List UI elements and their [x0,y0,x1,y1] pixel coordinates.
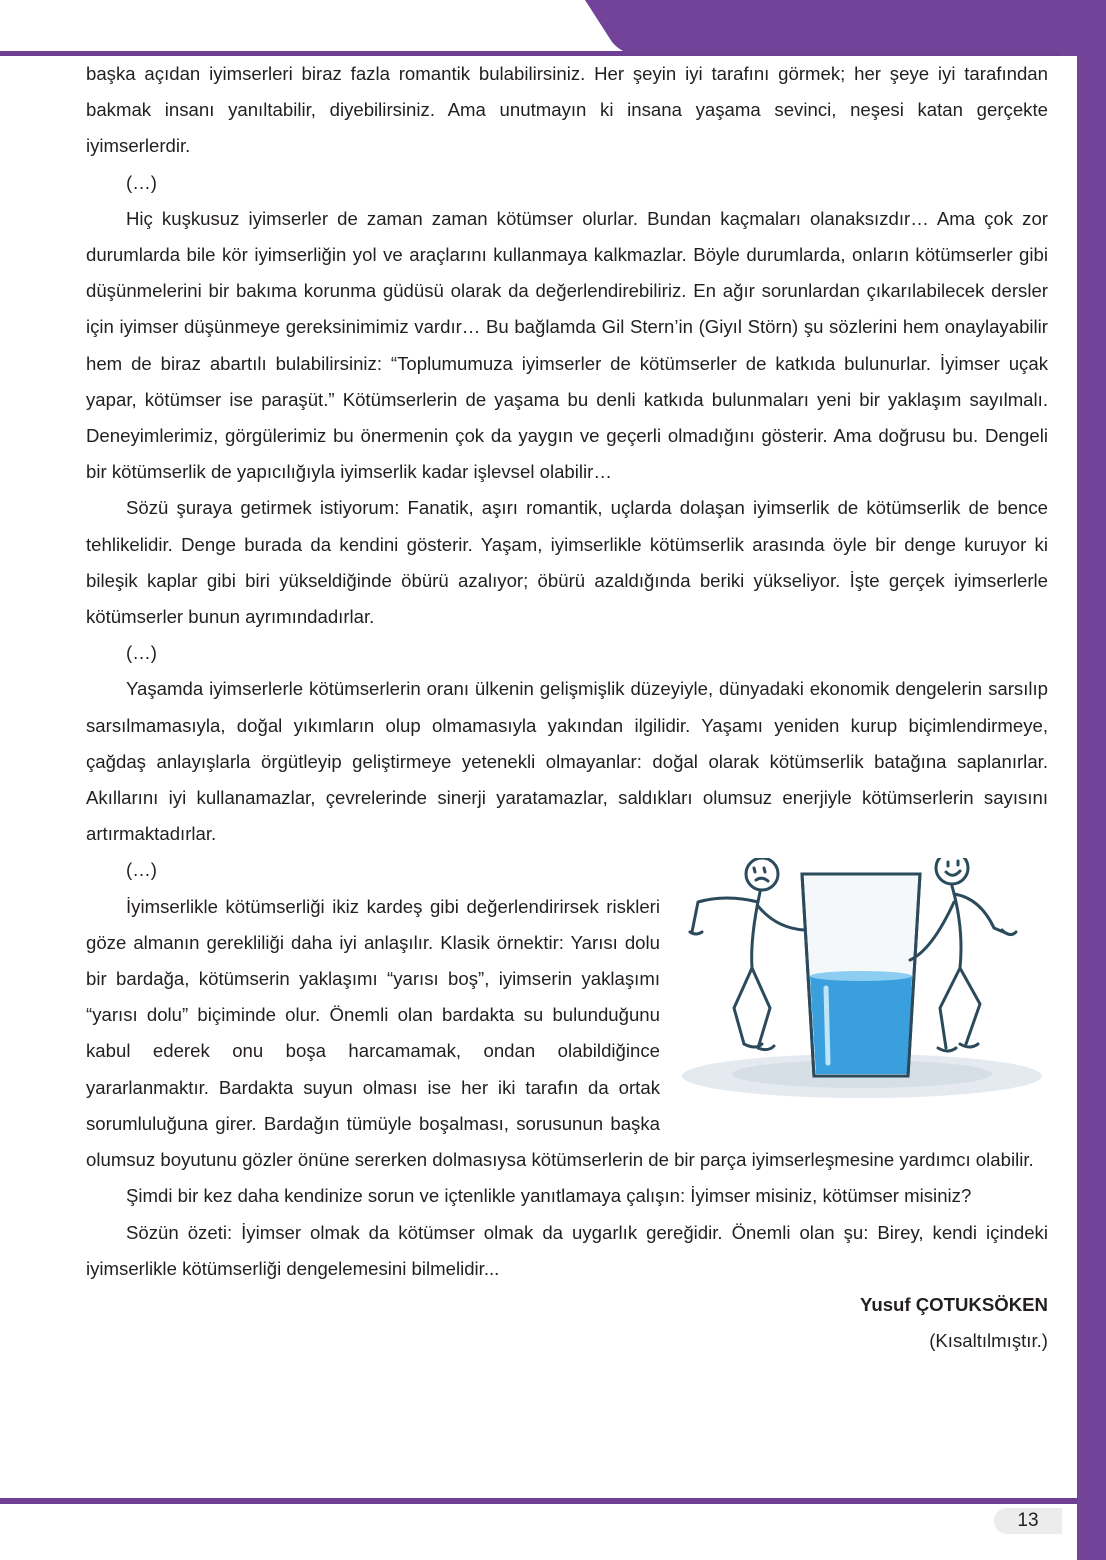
paragraph: Hiç kuşkusuz iyimserler de zaman zaman kötümser olurlar. Bundan kaçmaları olanaksızdır… Ama çok zor durumlarda bile kör iyimserliğin yol ve araçlarını kullanmaya kalkmazlar. Böyle durumlarda, onların kötümserler gibi düşünmelerini bir bakıma korunma güdüsü olarak da değerlendirebiliriz. En ağır sorunlardan çıkarılabilecek dersler için iyimser düşünmeye gereksinimimiz vardır… Bu bağlamda Gil Stern’in (Giyıl Störn) şu sözlerini hem onaylayabilir hem de biraz abartılı bulabilirsiniz: “Toplumumuza iyimserler de kötümserler de katkıda bulunurlar. İyimser uçak yapar, kötümser ise paraşüt.” Kötümserlerin de yaşama bu denli katkıda bulunmaları yeni bir yaklaşım sayılmalı. Deneyimlerimiz, görgülerimiz bu önermenin çok da yaygın ve geçerli olmadığını gösterir. Ama doğrusu bu. Dengeli bir kötümserlik de yapıcılığıyla iyimserlik kadar işlevsel olabilir… [86,207,1048,483]
author-name: Yusuf ÇOTUKSÖKEN [859,1293,1048,1315]
paragraph: başka açıdan iyimserleri biraz fazla romantik bulabilirsiniz. Her şeyin iyi tarafını görmek; her şeye iyi tarafından bakmak insanı yanıltabilir, diyebilirsiniz. Ama unutmayın ki insana yaşama sevinci, neşesi katan gerçekte iyimserlerdir. [86,63,1048,157]
optimist-figure [910,858,1016,1051]
ellipsis-marker: (…) [126,859,157,881]
paragraph: İyimserlikle kötümserliği ikiz kardeş gibi değerlendirirsek riskleri göze almanın gerekliliği daha iyi anlaşılır. Klasik örnektir: Yarısı dolu bir bardağa, kötümserin yaklaşımı “yarısı boş”, iyimserin yaklaşımı “yarısı dolu” biçiminde olur. Önemli olan bardakta su bulunduğunu kabul ederek onu boşa harcamamak, ondan olabildiğince yararlanmaktır. Bardakta suyun olması ise her iki tarafın da ortak sorumluluğuna girer. Bardağın tümüyle boşalması, sorusunun başka olumsuz boyutunu gözler önüne sererken dolmasıysa kötümserlerin de bir parça iyimserleşmesine yardımcı olabilir. [86,895,1034,1171]
paragraph: Yaşamda iyimserlerle kötümserlerin oranı ülkenin gelişmişlik düzeyiyle, dünyadaki ekonomik dengelerin sarsılıp sarsılmamasıyla, doğal yıkımların olup olmamasıyla yakından ilgilidir. Yaşamı yeniden kurup biçimlendirmeye, çağdaş anlayışlarla örgütleyip geliştirmeye yetenekli olmayanlar: doğal olarak kötümserlik batağına saplanırlar. Akıllarını iyi kullanamazlar, çevrelerinde sinerji yaratamazlar, saldıkları olumsuz enerjiyle kötümserlerin sayısını artırmaktadırlar. [86,678,1048,845]
paragraph: Sözün özeti: İyimser olmak da kötümser olmak da uygarlık gereğidir. Önemli olan şu: Birey, kendi içindeki iyimserlikle kötümserliği dengelemesini bilmelidir... [86,1221,1048,1279]
ellipsis-marker: (…) [126,171,157,193]
paragraph: Sözü şuraya getirmek istiyorum: Fanatik, aşırı romantik, uçlarda dolaşan iyimserlik de kötümserlik de bence tehlikelidir. Denge burada da kendini gösterir. Yaşam, iyimserlikle kötümserlik arasında öyle bir denge kuruyor ki bileşik kaplar gibi biri yükseldiğinde öbürü azalıyor; öbürü azaldığında beriki yükseliyor. İşte gerçek iyimserlerle kötümserler bunun ayrımındadırlar. [86,497,1048,628]
ellipsis-marker: (…) [126,642,157,664]
glass-icon [802,874,920,1076]
footer-rule [0,1498,1077,1504]
article-body [86,56,1048,1359]
abridged-note: (Kısaltılmıştır.) [929,1330,1048,1352]
page-number: 13 [994,1508,1062,1534]
pessimist-figure [690,858,804,1050]
half-glass-illustration [676,858,1052,1110]
side-accent-bar [1077,0,1106,1560]
paragraph: Şimdi bir kez daha kendinize sorun ve içtenlikle yanıtlamaya çalışın: İyimser misiniz, kötümser misiniz? [126,1185,972,1207]
